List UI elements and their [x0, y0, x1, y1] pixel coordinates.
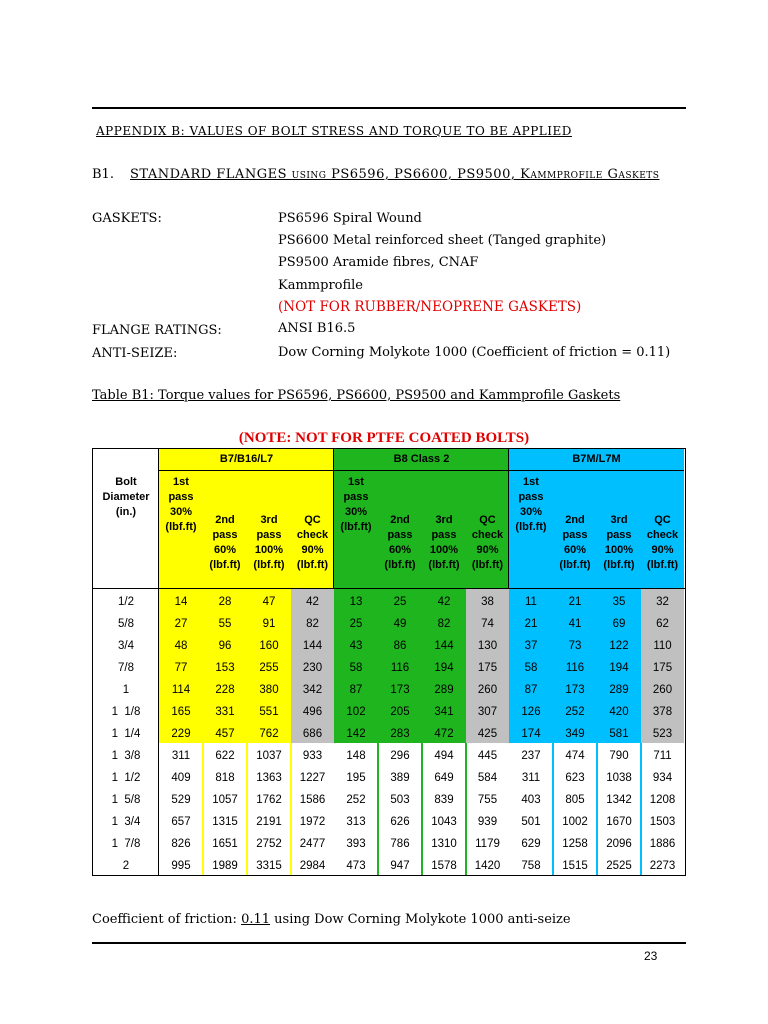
- torque-value: 49: [393, 618, 407, 630]
- torque-value: 144: [302, 640, 323, 652]
- column-header-line: 30%: [519, 506, 543, 518]
- torque-value: 1258: [562, 838, 588, 850]
- torque-value: 289: [609, 684, 629, 696]
- column-header: [203, 513, 247, 573]
- gasket-item: Kammprofile: [278, 278, 364, 293]
- torque-value: 58: [349, 662, 363, 674]
- torque-value: 380: [259, 684, 279, 696]
- torque-value: 1515: [562, 860, 588, 872]
- torque-value: 3315: [256, 860, 282, 872]
- torque-value: 584: [477, 772, 498, 784]
- torque-value: 790: [609, 750, 629, 762]
- torque-value: 252: [565, 706, 585, 718]
- antiseize-label: ANTI-SEIZE:: [92, 346, 178, 361]
- torque-value: 1342: [606, 794, 632, 806]
- torque-value: 1043: [431, 816, 457, 828]
- column-header-line: (lbf.ft): [428, 559, 460, 571]
- torque-value: 73: [568, 640, 582, 652]
- torque-value: 995: [171, 860, 191, 872]
- column-header-line: 60%: [213, 544, 237, 556]
- torque-value: 41: [568, 618, 582, 630]
- torque-value: 805: [565, 794, 585, 806]
- torque-value: 194: [434, 662, 454, 674]
- column-header-line: 30%: [169, 506, 193, 518]
- column-header: [159, 475, 203, 535]
- torque-value: 116: [390, 662, 410, 674]
- torque-value: 1886: [649, 838, 676, 850]
- antiseize-value: Dow Corning Molykote 1000 (Coefficient of friction = 0.11): [278, 345, 671, 360]
- torque-value: 160: [259, 640, 279, 652]
- column-header-line: 2nd: [215, 514, 235, 526]
- torque-value: 1179: [475, 838, 500, 850]
- torque-value: 494: [434, 750, 454, 762]
- torque-value: 758: [521, 860, 541, 872]
- page-number: 23: [644, 949, 658, 963]
- column-header: [291, 513, 334, 573]
- bolt-diameter: 1 7/8: [111, 838, 141, 850]
- torque-value: 409: [171, 772, 191, 784]
- torque-value: 25: [393, 596, 407, 608]
- torque-value: 148: [346, 750, 366, 762]
- column-header-line: 2nd: [390, 514, 410, 526]
- torque-value: 786: [390, 838, 410, 850]
- column-header-line: pass: [606, 529, 632, 541]
- torque-value: 42: [437, 596, 451, 608]
- column-header-line: 2nd: [565, 514, 585, 526]
- torque-value: 126: [521, 706, 541, 718]
- torque-value: 38: [481, 596, 494, 608]
- column-header-line: (lbf.ft): [253, 559, 285, 571]
- torque-value: 102: [346, 706, 366, 718]
- gaskets-label: GASKETS:: [92, 211, 162, 226]
- column-header-line: pass: [256, 529, 282, 541]
- torque-value: 91: [262, 618, 276, 630]
- header-divider: [93, 588, 686, 589]
- torque-value: 551: [259, 706, 279, 718]
- torque-value: 142: [346, 728, 366, 740]
- torque-value: 1503: [649, 816, 676, 828]
- torque-value: 260: [652, 684, 673, 696]
- torque-value: 1972: [299, 816, 326, 828]
- torque-value: 425: [477, 728, 498, 740]
- torque-value: 195: [346, 772, 366, 784]
- torque-value: 2477: [299, 838, 326, 850]
- torque-value: 1002: [562, 816, 588, 828]
- column-header-line: 100%: [429, 544, 459, 556]
- torque-value: 255: [259, 662, 279, 674]
- torque-value: 403: [521, 794, 541, 806]
- torque-table: [92, 448, 686, 876]
- torque-value: 939: [477, 816, 498, 828]
- torque-value: 252: [346, 794, 366, 806]
- footer-note: [92, 912, 571, 927]
- torque-value: 32: [656, 596, 669, 608]
- bolt-diameter: 1 1/2: [111, 772, 141, 784]
- column-header-line: (lbf.ft): [603, 559, 635, 571]
- torque-value: 349: [565, 728, 585, 740]
- flange-value: ANSI B16.5: [278, 321, 356, 336]
- torque-value: 622: [215, 750, 235, 762]
- column-header-line: 1st: [173, 476, 189, 488]
- column-header: [641, 513, 684, 573]
- torque-value: 623: [565, 772, 585, 784]
- torque-value: 2525: [606, 860, 632, 872]
- torque-value: 283: [390, 728, 410, 740]
- torque-value: 82: [437, 618, 451, 630]
- torque-value: 686: [302, 728, 323, 740]
- torque-value: 122: [609, 640, 629, 652]
- torque-value: 74: [481, 618, 494, 630]
- torque-value: 755: [477, 794, 498, 806]
- column-header-line: 90%: [651, 544, 674, 556]
- column-header-line: 3rd: [610, 514, 628, 526]
- bolt-diameter: 2: [122, 860, 130, 872]
- torque-value: 1762: [256, 794, 282, 806]
- column-header-line: (lbf.ft): [384, 559, 416, 571]
- torque-value: 503: [390, 794, 410, 806]
- torque-value: 144: [434, 640, 454, 652]
- column-header-line: 60%: [563, 544, 587, 556]
- torque-value: 205: [390, 706, 410, 718]
- column-header-line: QC: [304, 514, 321, 526]
- gasket-warning: (NOT FOR RUBBER/NEOPRENE GASKETS): [278, 299, 582, 315]
- bolt-diameter: 1/2: [118, 596, 134, 608]
- torque-value: 237: [521, 750, 541, 762]
- torque-value: 14: [174, 596, 188, 608]
- torque-value: 331: [215, 706, 235, 718]
- torque-value: 711: [653, 750, 672, 762]
- column-header-line: (lbf.ft): [471, 559, 504, 571]
- bolt-diameter: 1 3/4: [111, 816, 141, 828]
- torque-value: 529: [171, 794, 191, 806]
- top-rule: [92, 107, 686, 109]
- column-header-line: (lbf.ft): [296, 559, 329, 571]
- column-header-line: 90%: [476, 544, 499, 556]
- torque-value: 2752: [256, 838, 282, 850]
- torque-value: 2096: [606, 838, 632, 850]
- torque-value: 378: [652, 706, 673, 718]
- column-header-line: QC: [654, 514, 671, 526]
- torque-value: 1315: [212, 816, 238, 828]
- torque-value: 2273: [649, 860, 676, 872]
- torque-value: 626: [390, 816, 410, 828]
- torque-value: 389: [390, 772, 410, 784]
- torque-value: 818: [215, 772, 235, 784]
- footer-suffix: using Dow Corning Molykote 1000 anti-seize: [270, 912, 571, 927]
- column-header-line: pass: [343, 491, 369, 503]
- torque-value: 629: [521, 838, 541, 850]
- torque-value: 1363: [256, 772, 282, 784]
- column-header: [378, 513, 422, 573]
- group-header: B7/B16/L7: [159, 449, 334, 471]
- torque-value: 13: [349, 596, 363, 608]
- torque-value: 47: [262, 596, 276, 608]
- column-header-line: 1st: [348, 476, 364, 488]
- bolt-diameter: 1 1/8: [111, 706, 141, 718]
- torque-value: 947: [390, 860, 410, 872]
- torque-value: 1227: [299, 772, 326, 784]
- torque-value: 21: [524, 618, 538, 630]
- column-header-line: (lbf.ft): [209, 559, 241, 571]
- column-header: [553, 513, 597, 573]
- column-header-line: (lbf.ft): [646, 559, 679, 571]
- torque-value: 649: [434, 772, 454, 784]
- torque-value: 307: [477, 706, 498, 718]
- torque-value: 110: [653, 640, 672, 652]
- bolt-diameter: 3/4: [118, 640, 134, 652]
- group-divider: [158, 449, 159, 589]
- torque-value: 28: [218, 596, 232, 608]
- torque-value: 1651: [212, 838, 238, 850]
- torque-value: 175: [652, 662, 673, 674]
- column-header-line: pass: [562, 529, 588, 541]
- torque-value: 457: [215, 728, 235, 740]
- friction-value: 0.11: [241, 912, 271, 927]
- torque-value: 1420: [474, 860, 501, 872]
- torque-value: 1578: [431, 860, 457, 872]
- torque-value: 62: [656, 618, 669, 630]
- torque-value: 296: [390, 750, 410, 762]
- torque-value: 35: [612, 596, 626, 608]
- torque-value: 501: [521, 816, 541, 828]
- column-header-line: check: [471, 529, 504, 541]
- torque-value: 229: [171, 728, 191, 740]
- group-header: B8 Class 2: [334, 449, 509, 471]
- torque-value: 472: [434, 728, 454, 740]
- column-header: [422, 513, 466, 573]
- column-header-line: (lbf.ft): [515, 521, 547, 533]
- table-note: (NOTE: NOT FOR PTFE COATED BOLTS): [238, 430, 530, 446]
- torque-value: 48: [174, 640, 188, 652]
- torque-value: 174: [521, 728, 541, 740]
- torque-value: 762: [259, 728, 279, 740]
- bottom-rule: [92, 942, 686, 944]
- torque-value: 1057: [212, 794, 238, 806]
- torque-value: 260: [477, 684, 498, 696]
- footer-prefix: Coefficient of friction:: [92, 912, 242, 927]
- torque-value: 933: [302, 750, 323, 762]
- torque-value: 2984: [299, 860, 326, 872]
- column-header-line: check: [646, 529, 679, 541]
- column-header-line: (lbf.ft): [165, 521, 197, 533]
- column-header-line: pass: [212, 529, 238, 541]
- torque-value: 342: [302, 684, 323, 696]
- column-header-line: 3rd: [435, 514, 453, 526]
- torque-value: 43: [349, 640, 363, 652]
- torque-value: 445: [477, 750, 498, 762]
- bolt-diameter: 7/8: [118, 662, 134, 674]
- torque-value: 934: [652, 772, 673, 784]
- column-header-line: 1st: [523, 476, 539, 488]
- column-header: [334, 475, 378, 535]
- column-header-line: check: [296, 529, 329, 541]
- bolt-header-line: Diameter: [102, 491, 150, 503]
- column-header-line: QC: [479, 514, 496, 526]
- torque-value: 87: [349, 684, 363, 696]
- torque-value: 393: [346, 838, 366, 850]
- torque-value: 1989: [212, 860, 238, 872]
- column-header-line: 60%: [388, 544, 412, 556]
- torque-value: 474: [565, 750, 585, 762]
- column-header: [466, 513, 509, 573]
- group-divider: [508, 449, 509, 589]
- torque-value: 21: [568, 596, 582, 608]
- column-header: [597, 513, 641, 573]
- torque-value: 839: [434, 794, 454, 806]
- torque-value: 826: [171, 838, 191, 850]
- torque-value: 1586: [299, 794, 326, 806]
- gasket-item: PS6600 Metal reinforced sheet (Tanged graphite): [278, 233, 607, 248]
- torque-value: 1208: [649, 794, 676, 806]
- torque-value: 77: [174, 662, 188, 674]
- torque-value: 230: [302, 662, 323, 674]
- column-header-line: 3rd: [260, 514, 278, 526]
- torque-value: 87: [524, 684, 538, 696]
- section-title: STANDARD FLANGES using PS6596, PS6600, PS9500, Kammprofile Gaskets: [130, 167, 660, 182]
- torque-value: 173: [390, 684, 410, 696]
- torque-value: 96: [218, 640, 232, 652]
- bolt-diameter: 5/8: [118, 618, 134, 630]
- torque-value: 228: [215, 684, 235, 696]
- flange-label: FLANGE RATINGS:: [92, 323, 222, 338]
- column-header: [247, 513, 291, 573]
- torque-value: 2191: [256, 816, 282, 828]
- torque-value: 473: [346, 860, 366, 872]
- column-header-line: 100%: [254, 544, 284, 556]
- appendix-title: APPENDIX B: VALUES OF BOLT STRESS AND TORQUE TO BE APPLIED: [96, 124, 572, 138]
- torque-value: 341: [434, 706, 454, 718]
- torque-value: 69: [612, 618, 626, 630]
- column-header-line: (lbf.ft): [559, 559, 591, 571]
- bolt-header-line: Bolt: [115, 476, 137, 488]
- torque-value: 581: [609, 728, 629, 740]
- gasket-item: PS6596 Spiral Wound: [278, 211, 422, 226]
- torque-value: 27: [174, 618, 188, 630]
- group-header: B7M/L7M: [509, 449, 684, 471]
- torque-value: 311: [521, 772, 541, 784]
- column-header-line: 30%: [344, 506, 368, 518]
- torque-value: 37: [524, 640, 538, 652]
- column-header-line: pass: [518, 491, 544, 503]
- gasket-item: PS9500 Aramide fibres, CNAF: [278, 255, 479, 270]
- bolt-diameter-header: [93, 475, 159, 520]
- torque-value: 657: [171, 816, 191, 828]
- column-header-line: 90%: [301, 544, 324, 556]
- torque-value: 153: [215, 662, 235, 674]
- column-header: [509, 475, 553, 535]
- torque-value: 289: [434, 684, 454, 696]
- torque-value: 82: [306, 618, 319, 630]
- torque-value: 523: [652, 728, 673, 740]
- column-header-line: pass: [387, 529, 413, 541]
- torque-value: 1037: [256, 750, 282, 762]
- group-divider: [333, 449, 334, 589]
- torque-value: 86: [393, 640, 407, 652]
- bolt-diameter: 1 5/8: [111, 794, 141, 806]
- torque-value: 116: [565, 662, 585, 674]
- torque-value: 11: [525, 596, 537, 608]
- torque-value: 496: [302, 706, 323, 718]
- torque-value: 175: [477, 662, 498, 674]
- table-caption: Table B1: Torque values for PS6596, PS6600, PS9500 and Kammprofile Gaskets: [92, 388, 621, 403]
- bolt-diameter: 1 3/8: [111, 750, 141, 762]
- torque-value: 130: [477, 640, 498, 652]
- torque-value: 173: [565, 684, 585, 696]
- torque-value: 311: [171, 750, 191, 762]
- column-header-line: pass: [431, 529, 457, 541]
- torque-value: 1310: [431, 838, 457, 850]
- torque-value: 194: [609, 662, 629, 674]
- torque-value: 114: [171, 684, 191, 696]
- torque-value: 58: [524, 662, 538, 674]
- torque-value: 1670: [606, 816, 632, 828]
- bolt-diameter: 1: [122, 684, 130, 696]
- section-number: B1.: [92, 167, 114, 182]
- torque-value: 25: [349, 618, 363, 630]
- torque-value: 1038: [606, 772, 632, 784]
- column-header-line: 100%: [604, 544, 634, 556]
- column-header-line: (lbf.ft): [340, 521, 372, 533]
- torque-value: 55: [218, 618, 232, 630]
- torque-value: 165: [171, 706, 191, 718]
- torque-value: 42: [306, 596, 319, 608]
- bolt-header-line: (in.): [115, 506, 137, 518]
- torque-value: 420: [609, 706, 629, 718]
- torque-value: 313: [346, 816, 366, 828]
- column-header-line: pass: [168, 491, 194, 503]
- bolt-diameter: 1 1/4: [111, 728, 141, 740]
